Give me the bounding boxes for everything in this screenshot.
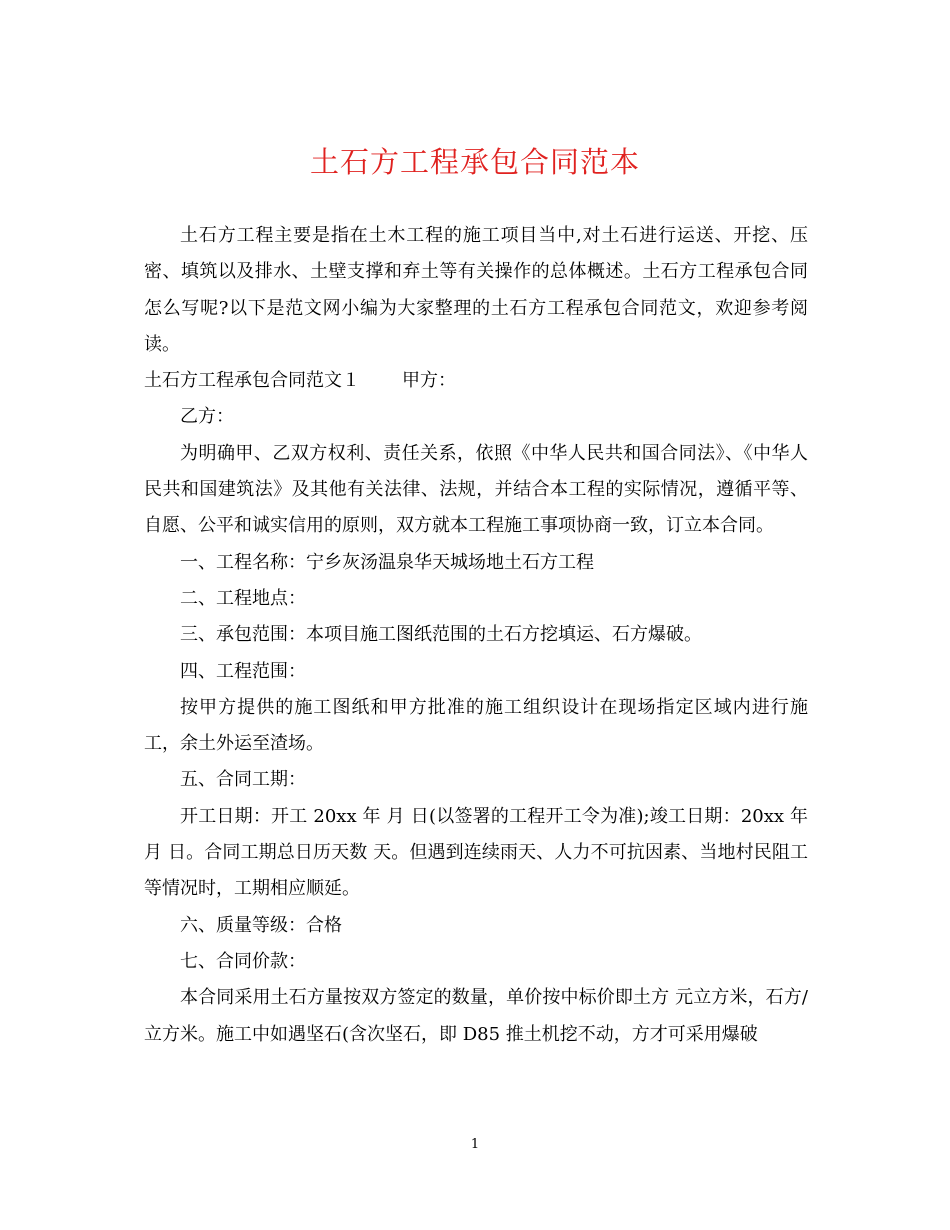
clause-contract-price-text: 本合同采用土石方量按双方签定的数量，单价按中标价即土方 元立方米，石方/立方米。施工中如遇坚石(含次坚石，即 D85 推土机挖不动，方才可采用爆破: [144, 987, 808, 1045]
preamble-paragraph: 为明确甲、乙双方权利、责任关系，依照《中华人民共和国合同法》、《中华人民共和国建筑法》及其他有关法律、法规，并结合本工程的实际情况，遵循平等、自愿、公平和诚实信用的原则，双方就本工程施工事项协商一致，订立本合同。: [144, 442, 808, 537]
clause-work-scope-text: 按甲方提供的施工图纸和甲方批准的施工组织设计在现场指定区域内进行施工，余土外运至渣场。: [144, 696, 808, 755]
clause-project-location: 二、工程地点：: [180, 587, 306, 609]
clause-work-scope: 四、工程范围：: [180, 660, 306, 682]
sample-heading-line: [144, 363, 808, 399]
clause-contract-period-text: 开工日期：开工 20xx 年 月 日(以签署的工程开工令为准);竣工日期：20xx 年 月 日。合同工期总日历天数 天。但遇到连续雨天、人力不可抗因素、当地村民阻工等情况时，工期相应顺延。: [144, 805, 808, 900]
clause-contract-period: 五、合同工期：: [180, 769, 306, 791]
clause-contract-scope: 三、承包范围：本项目施工图纸范围的土石方挖填运、石方爆破。: [180, 624, 702, 646]
party-b-label: 乙方：: [180, 406, 234, 428]
document-body: [144, 218, 808, 1053]
clause-project-name: 一、工程名称：宁乡灰汤温泉华天城场地土石方工程: [180, 551, 594, 573]
intro-paragraph: 土石方工程主要是指在土木工程的施工项目当中,对土石进行运送、开挖、压密、填筑以及排水、土壁支撑和弃土等有关操作的总体概述。土石方工程承包合同怎么写呢?以下是范文网小编为大家整理的土石方工程承包合同范文，欢迎参考阅读。: [144, 225, 808, 355]
clause-contract-price: 七、合同价款：: [180, 950, 306, 972]
sample-heading: 土石方工程承包合同范文１: [144, 370, 360, 392]
party-a-label: 甲方：: [402, 370, 456, 392]
clause-quality-grade: 六、质量等级：合格: [180, 914, 342, 936]
page-number: 1: [470, 1137, 480, 1152]
document-title: 土石方工程承包合同范本: [309, 145, 640, 179]
